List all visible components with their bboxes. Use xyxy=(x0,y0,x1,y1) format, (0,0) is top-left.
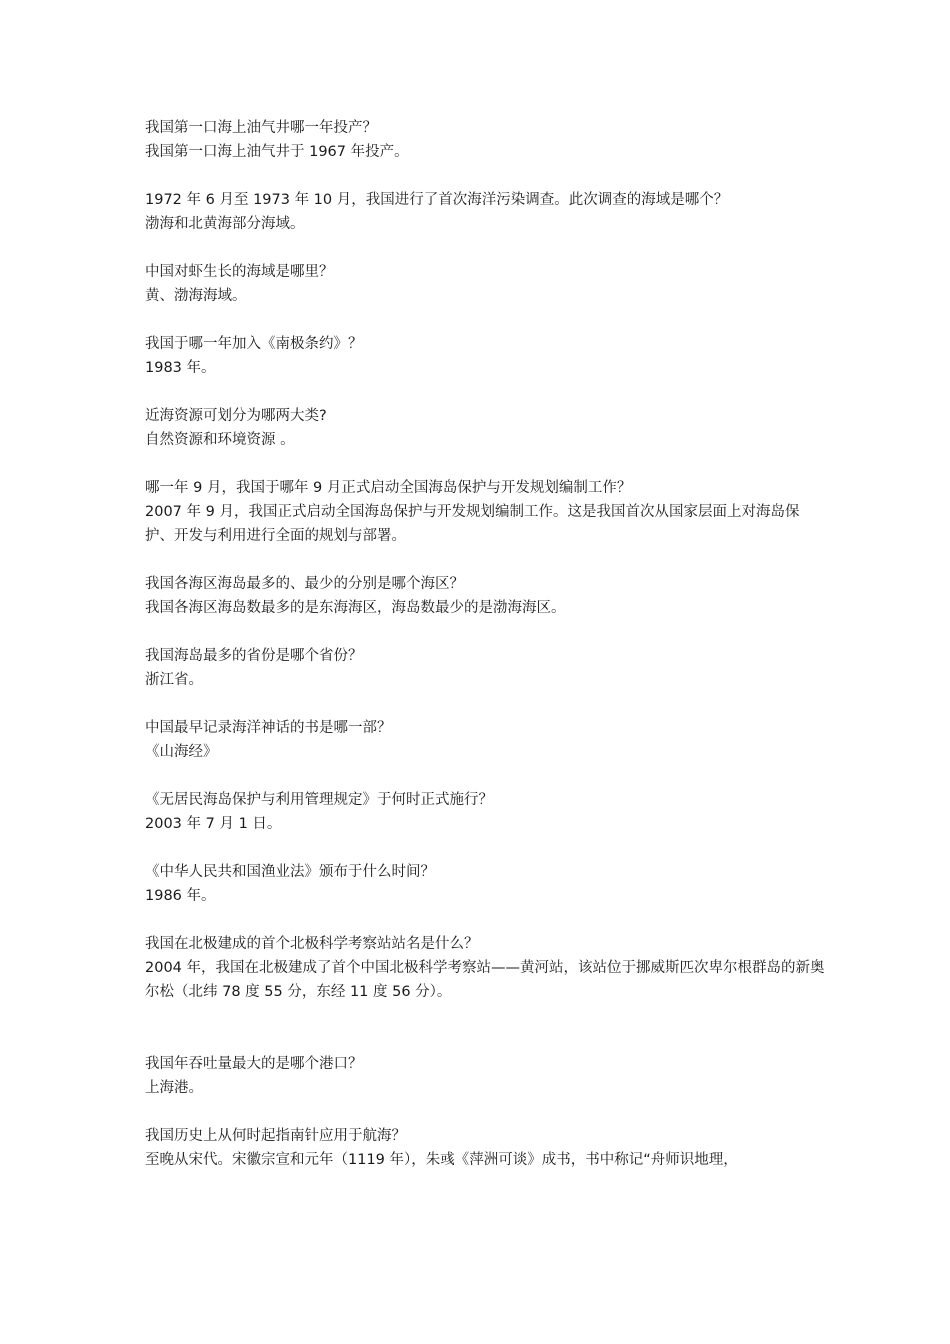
question: 我国年吞吐量最大的是哪个港口？ xyxy=(145,1056,363,1072)
question: 《中华人民共和国渔业法》颁布于什么时间？ xyxy=(145,864,435,880)
question: 我国各海区海岛最多的、最少的分别是哪个海区？ xyxy=(145,576,464,592)
qa-item xyxy=(145,1124,825,1172)
question: 我国第一口海上油气井哪一年投产？ xyxy=(145,120,377,136)
question: 我国于哪一年加入《南极条约》？ xyxy=(145,336,363,352)
answer: 浙江省。 xyxy=(145,672,203,688)
qa-item xyxy=(145,332,825,380)
qa-item xyxy=(145,1052,825,1100)
qa-item xyxy=(145,716,825,764)
answer: 2003 年 7 月 1 日。 xyxy=(145,816,282,832)
answer: 渤海和北黄海部分海域。 xyxy=(145,216,305,232)
answer: 上海港。 xyxy=(145,1080,203,1096)
answer: 1983 年。 xyxy=(145,360,216,376)
qa-item xyxy=(145,188,825,236)
qa-item xyxy=(145,860,825,908)
question: 中国对虾生长的海域是哪里？ xyxy=(145,264,334,280)
qa-item xyxy=(145,260,825,308)
question: 《无居民海岛保护与利用管理规定》于何时正式施行？ xyxy=(145,792,493,808)
qa-item xyxy=(145,476,825,548)
answer: 至晚从宋代。宋徽宗宣和元年（1119 年），朱彧《萍洲可谈》成书，书中称记“舟师识地理， xyxy=(145,1152,738,1168)
qa-list xyxy=(145,116,825,1196)
question: 中国最早记录海洋神话的书是哪一部？ xyxy=(145,720,392,736)
qa-item xyxy=(145,404,825,452)
qa-item xyxy=(145,788,825,836)
answer: 我国各海区海岛数最多的是东海海区，海岛数最少的是渤海海区。 xyxy=(145,600,566,616)
answer: 自然资源和环境资源 。 xyxy=(145,432,295,448)
answer: 2007 年 9 月，我国正式启动全国海岛保护与开发规划编制工作。这是我国首次从国家层面上对海岛保护、开发与利用进行全面的规划与部署。 xyxy=(145,504,800,544)
question: 我国在北极建成的首个北极科学考察站站名是什么？ xyxy=(145,936,479,952)
qa-item xyxy=(145,572,825,620)
qa-item xyxy=(145,116,825,164)
question: 近海资源可划分为哪两大类? xyxy=(145,408,327,424)
qa-item xyxy=(145,644,825,692)
answer: 我国第一口海上油气井于 1967 年投产。 xyxy=(145,144,409,160)
question: 我国历史上从何时起指南针应用于航海？ xyxy=(145,1128,406,1144)
answer: 黄、渤海海域。 xyxy=(145,288,247,304)
question: 1972 年 6 月至 1973 年 10 月，我国进行了首次海洋污染调查。此次调查的海域是哪个？ xyxy=(145,192,729,208)
answer: 2004 年，我国在北极建成了首个中国北极科学考察站——黄河站，该站位于挪威斯匹次卑尔根群岛的新奥尔松（北纬 78 度 55 分，东经 11 度 56 分）。 xyxy=(145,960,825,1000)
qa-item xyxy=(145,932,825,1004)
answer: 《山海经》 xyxy=(145,744,218,760)
answer: 1986 年。 xyxy=(145,888,216,904)
question: 我国海岛最多的省份是哪个省份？ xyxy=(145,648,363,664)
question: 哪一年 9 月，我国于哪年 9 月正式启动全国海岛保护与开发规划编制工作？ xyxy=(145,480,632,496)
